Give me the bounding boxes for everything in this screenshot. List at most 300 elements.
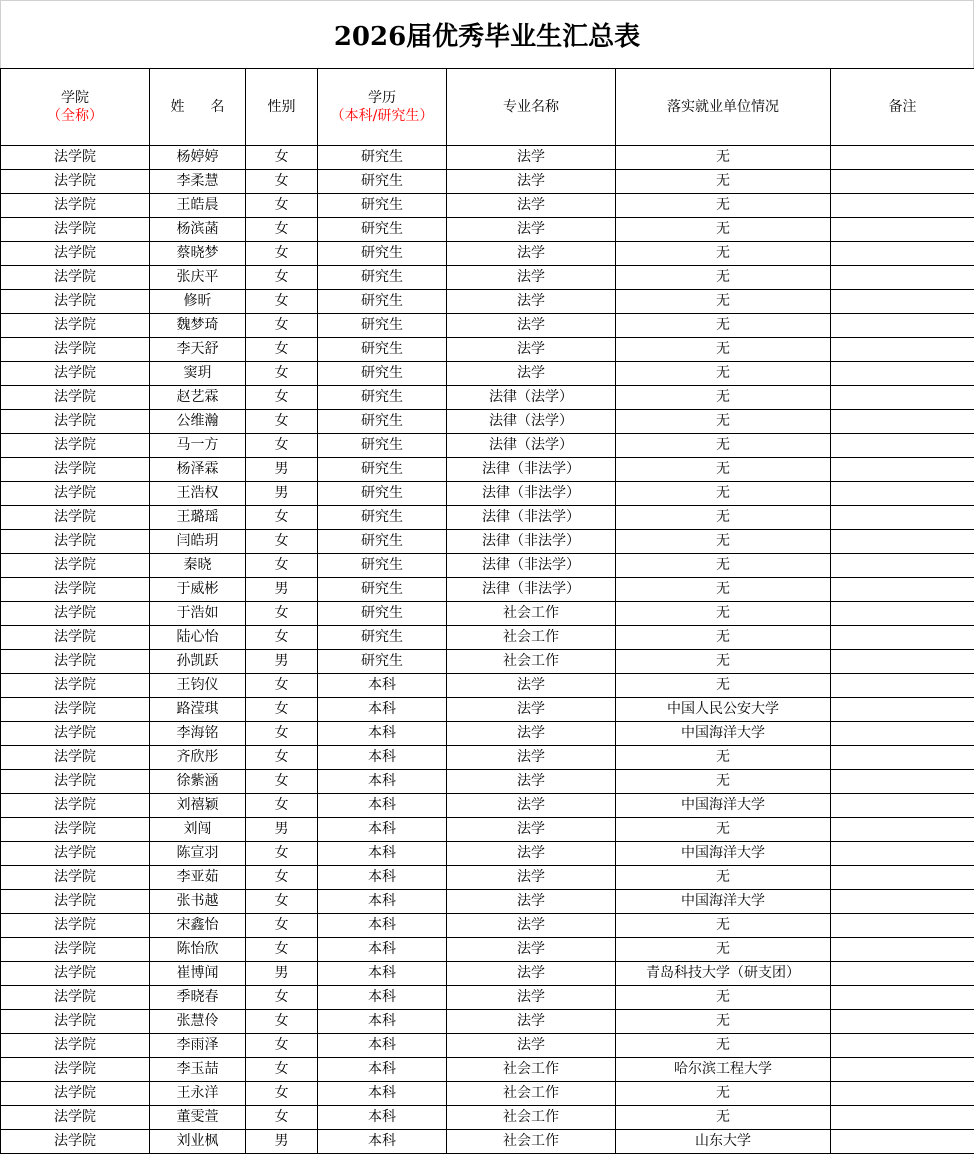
cell-remarks xyxy=(831,650,974,674)
cell-college: 法学院 xyxy=(1,194,150,218)
cell-major: 法学 xyxy=(447,218,616,242)
cell-gender: 男 xyxy=(246,818,318,842)
table-row xyxy=(1,674,974,698)
cell-gender: 女 xyxy=(246,554,318,578)
header-major xyxy=(447,69,616,146)
cell-remarks xyxy=(831,290,974,314)
cell-employment: 中国人民公安大学 xyxy=(616,698,831,722)
cell-gender: 女 xyxy=(246,242,318,266)
cell-remarks xyxy=(831,482,974,506)
cell-college: 法学院 xyxy=(1,1130,150,1154)
cell-employment: 无 xyxy=(616,266,831,290)
cell-major: 法学 xyxy=(447,290,616,314)
cell-employment: 无 xyxy=(616,194,831,218)
cell-college: 法学院 xyxy=(1,578,150,602)
cell-name: 董雯萱 xyxy=(150,1106,246,1130)
cell-education: 研究生 xyxy=(318,458,447,482)
cell-name: 刘业枫 xyxy=(150,1130,246,1154)
header-education-label: 学历 xyxy=(368,90,396,106)
table-row xyxy=(1,386,974,410)
cell-remarks xyxy=(831,746,974,770)
cell-remarks xyxy=(831,410,974,434)
cell-name: 刘闯 xyxy=(150,818,246,842)
cell-employment: 无 xyxy=(616,410,831,434)
table-row xyxy=(1,866,974,890)
cell-college: 法学院 xyxy=(1,866,150,890)
cell-college: 法学院 xyxy=(1,362,150,386)
cell-name: 路滢琪 xyxy=(150,698,246,722)
cell-employment: 无 xyxy=(616,866,831,890)
cell-employment: 无 xyxy=(616,386,831,410)
cell-name: 李天舒 xyxy=(150,338,246,362)
cell-education: 本科 xyxy=(318,794,447,818)
cell-college: 法学院 xyxy=(1,746,150,770)
table-row xyxy=(1,1010,974,1034)
cell-name: 王永洋 xyxy=(150,1082,246,1106)
cell-college: 法学院 xyxy=(1,626,150,650)
cell-remarks xyxy=(831,1082,974,1106)
cell-gender: 女 xyxy=(246,722,318,746)
cell-education: 研究生 xyxy=(318,554,447,578)
cell-gender: 男 xyxy=(246,962,318,986)
cell-employment: 哈尔滨工程大学 xyxy=(616,1058,831,1082)
table-row xyxy=(1,842,974,866)
table-row xyxy=(1,242,974,266)
cell-major: 法学 xyxy=(447,266,616,290)
cell-name: 崔博闻 xyxy=(150,962,246,986)
cell-gender: 女 xyxy=(246,194,318,218)
cell-name: 杨婷婷 xyxy=(150,146,246,170)
cell-gender: 女 xyxy=(246,1082,318,1106)
cell-name: 宋鑫怡 xyxy=(150,914,246,938)
cell-employment: 无 xyxy=(616,554,831,578)
cell-name: 李玉喆 xyxy=(150,1058,246,1082)
table-row xyxy=(1,482,974,506)
cell-education: 本科 xyxy=(318,842,447,866)
table-row xyxy=(1,986,974,1010)
cell-employment: 无 xyxy=(616,458,831,482)
cell-remarks xyxy=(831,266,974,290)
cell-gender: 女 xyxy=(246,746,318,770)
cell-remarks xyxy=(831,794,974,818)
table-row xyxy=(1,1034,974,1058)
cell-college: 法学院 xyxy=(1,842,150,866)
table-row xyxy=(1,818,974,842)
cell-name: 修昕 xyxy=(150,290,246,314)
cell-education: 本科 xyxy=(318,1130,447,1154)
cell-college: 法学院 xyxy=(1,434,150,458)
cell-major: 法学 xyxy=(447,722,616,746)
header-remarks-label: 备注 xyxy=(888,99,917,115)
cell-major: 社会工作 xyxy=(447,1106,616,1130)
cell-gender: 女 xyxy=(246,794,318,818)
cell-education: 本科 xyxy=(318,890,447,914)
cell-name: 王璐瑶 xyxy=(150,506,246,530)
cell-name: 齐欣彤 xyxy=(150,746,246,770)
cell-education: 研究生 xyxy=(318,530,447,554)
cell-gender: 男 xyxy=(246,1130,318,1154)
cell-employment: 无 xyxy=(616,338,831,362)
cell-employment: 无 xyxy=(616,1010,831,1034)
header-employment xyxy=(616,69,831,146)
header-employment-label: 落实就业单位情况 xyxy=(667,99,779,115)
cell-employment: 中国海洋大学 xyxy=(616,890,831,914)
cell-major: 法律（非法学） xyxy=(447,554,616,578)
cell-gender: 女 xyxy=(246,530,318,554)
cell-remarks xyxy=(831,386,974,410)
cell-college: 法学院 xyxy=(1,266,150,290)
cell-name: 张书越 xyxy=(150,890,246,914)
cell-major: 法律（非法学） xyxy=(447,578,616,602)
cell-name: 陈宣羽 xyxy=(150,842,246,866)
cell-college: 法学院 xyxy=(1,938,150,962)
cell-gender: 女 xyxy=(246,626,318,650)
cell-major: 法律（法学） xyxy=(447,434,616,458)
cell-remarks xyxy=(831,770,974,794)
header-gender xyxy=(246,69,318,146)
cell-gender: 女 xyxy=(246,1106,318,1130)
cell-college: 法学院 xyxy=(1,482,150,506)
header-education xyxy=(318,69,447,146)
cell-college: 法学院 xyxy=(1,650,150,674)
cell-education: 本科 xyxy=(318,1106,447,1130)
cell-remarks xyxy=(831,314,974,338)
header-row xyxy=(1,69,974,146)
table-row xyxy=(1,890,974,914)
cell-major: 法学 xyxy=(447,842,616,866)
table-row xyxy=(1,194,974,218)
cell-education: 研究生 xyxy=(318,578,447,602)
cell-gender: 女 xyxy=(246,506,318,530)
cell-college: 法学院 xyxy=(1,338,150,362)
cell-college: 法学院 xyxy=(1,698,150,722)
cell-gender: 女 xyxy=(246,602,318,626)
cell-remarks xyxy=(831,362,974,386)
cell-gender: 男 xyxy=(246,458,318,482)
cell-name: 徐紫涵 xyxy=(150,770,246,794)
cell-employment: 无 xyxy=(616,914,831,938)
cell-major: 法律（法学） xyxy=(447,386,616,410)
cell-major: 法学 xyxy=(447,698,616,722)
table-row xyxy=(1,794,974,818)
cell-gender: 女 xyxy=(246,362,318,386)
cell-name: 于威彬 xyxy=(150,578,246,602)
cell-remarks xyxy=(831,890,974,914)
cell-gender: 女 xyxy=(246,410,318,434)
header-college-note: （全称） xyxy=(47,108,103,124)
cell-education: 研究生 xyxy=(318,170,447,194)
cell-major: 法律（非法学） xyxy=(447,506,616,530)
cell-remarks xyxy=(831,194,974,218)
cell-name: 魏梦琦 xyxy=(150,314,246,338)
table-row xyxy=(1,1106,974,1130)
cell-education: 研究生 xyxy=(318,650,447,674)
page-title: 2026届优秀毕业生汇总表 xyxy=(333,22,641,52)
cell-gender: 女 xyxy=(246,1058,318,1082)
cell-remarks xyxy=(831,842,974,866)
cell-major: 法学 xyxy=(447,746,616,770)
cell-remarks xyxy=(831,506,974,530)
cell-name: 马一方 xyxy=(150,434,246,458)
cell-gender: 女 xyxy=(246,674,318,698)
cell-name: 王浩权 xyxy=(150,482,246,506)
cell-employment: 无 xyxy=(616,242,831,266)
cell-employment: 无 xyxy=(616,650,831,674)
cell-college: 法学院 xyxy=(1,770,150,794)
cell-college: 法学院 xyxy=(1,722,150,746)
cell-education: 研究生 xyxy=(318,146,447,170)
cell-gender: 女 xyxy=(246,938,318,962)
cell-remarks xyxy=(831,818,974,842)
table-body xyxy=(1,146,974,1154)
table-row xyxy=(1,650,974,674)
cell-remarks xyxy=(831,170,974,194)
cell-education: 本科 xyxy=(318,962,447,986)
cell-employment: 无 xyxy=(616,218,831,242)
cell-college: 法学院 xyxy=(1,1058,150,1082)
cell-major: 法学 xyxy=(447,770,616,794)
cell-name: 王皓晨 xyxy=(150,194,246,218)
cell-gender: 男 xyxy=(246,578,318,602)
cell-gender: 男 xyxy=(246,650,318,674)
cell-employment: 无 xyxy=(616,506,831,530)
table-row xyxy=(1,626,974,650)
cell-college: 法学院 xyxy=(1,506,150,530)
cell-major: 社会工作 xyxy=(447,650,616,674)
cell-remarks xyxy=(831,434,974,458)
cell-remarks xyxy=(831,578,974,602)
cell-employment: 无 xyxy=(616,314,831,338)
cell-education: 研究生 xyxy=(318,314,447,338)
cell-employment: 无 xyxy=(616,434,831,458)
cell-employment: 无 xyxy=(616,578,831,602)
cell-major: 法学 xyxy=(447,938,616,962)
cell-education: 研究生 xyxy=(318,410,447,434)
table-row xyxy=(1,1082,974,1106)
table-row xyxy=(1,530,974,554)
cell-college: 法学院 xyxy=(1,914,150,938)
table-row xyxy=(1,266,974,290)
cell-gender: 女 xyxy=(246,386,318,410)
cell-employment: 无 xyxy=(616,770,831,794)
cell-employment: 中国海洋大学 xyxy=(616,722,831,746)
cell-name: 陈怡欣 xyxy=(150,938,246,962)
cell-name: 赵艺霖 xyxy=(150,386,246,410)
cell-major: 法学 xyxy=(447,986,616,1010)
cell-college: 法学院 xyxy=(1,458,150,482)
cell-employment: 无 xyxy=(616,1106,831,1130)
cell-college: 法学院 xyxy=(1,1082,150,1106)
cell-education: 本科 xyxy=(318,722,447,746)
cell-education: 本科 xyxy=(318,698,447,722)
cell-education: 本科 xyxy=(318,986,447,1010)
cell-college: 法学院 xyxy=(1,1034,150,1058)
cell-education: 本科 xyxy=(318,938,447,962)
header-name xyxy=(150,69,246,146)
cell-college: 法学院 xyxy=(1,386,150,410)
cell-gender: 女 xyxy=(246,314,318,338)
table-row xyxy=(1,218,974,242)
cell-college: 法学院 xyxy=(1,1010,150,1034)
cell-gender: 女 xyxy=(246,1010,318,1034)
header-name-part1: 姓 xyxy=(170,99,185,115)
cell-major: 法律（非法学） xyxy=(447,482,616,506)
cell-employment: 无 xyxy=(616,530,831,554)
table-row xyxy=(1,290,974,314)
cell-major: 法学 xyxy=(447,794,616,818)
cell-education: 本科 xyxy=(318,818,447,842)
cell-major: 法学 xyxy=(447,818,616,842)
table-row xyxy=(1,1130,974,1154)
cell-employment: 无 xyxy=(616,818,831,842)
cell-gender: 女 xyxy=(246,770,318,794)
table-row xyxy=(1,410,974,434)
cell-employment: 无 xyxy=(616,1034,831,1058)
cell-employment: 无 xyxy=(616,146,831,170)
cell-education: 研究生 xyxy=(318,482,447,506)
cell-college: 法学院 xyxy=(1,554,150,578)
cell-name: 蔡晓梦 xyxy=(150,242,246,266)
cell-college: 法学院 xyxy=(1,794,150,818)
cell-college: 法学院 xyxy=(1,674,150,698)
cell-major: 社会工作 xyxy=(447,626,616,650)
cell-gender: 女 xyxy=(246,338,318,362)
cell-name: 季晓春 xyxy=(150,986,246,1010)
cell-college: 法学院 xyxy=(1,290,150,314)
cell-education: 研究生 xyxy=(318,338,447,362)
cell-education: 本科 xyxy=(318,746,447,770)
cell-college: 法学院 xyxy=(1,986,150,1010)
cell-remarks xyxy=(831,1034,974,1058)
cell-employment: 中国海洋大学 xyxy=(616,794,831,818)
cell-education: 本科 xyxy=(318,1010,447,1034)
cell-employment: 无 xyxy=(616,482,831,506)
table-row xyxy=(1,506,974,530)
table-row xyxy=(1,698,974,722)
cell-college: 法学院 xyxy=(1,170,150,194)
table-row xyxy=(1,338,974,362)
cell-education: 研究生 xyxy=(318,242,447,266)
cell-gender: 女 xyxy=(246,434,318,458)
cell-remarks xyxy=(831,242,974,266)
table-row xyxy=(1,1058,974,1082)
cell-education: 本科 xyxy=(318,1034,447,1058)
cell-major: 法学 xyxy=(447,890,616,914)
cell-remarks xyxy=(831,1130,974,1154)
cell-name: 窦玥 xyxy=(150,362,246,386)
cell-college: 法学院 xyxy=(1,962,150,986)
cell-major: 社会工作 xyxy=(447,1130,616,1154)
cell-name: 张庆平 xyxy=(150,266,246,290)
cell-name: 陆心怡 xyxy=(150,626,246,650)
cell-gender: 女 xyxy=(246,914,318,938)
cell-employment: 青岛科技大学（研支团） xyxy=(616,962,831,986)
cell-employment: 中国海洋大学 xyxy=(616,842,831,866)
cell-major: 法学 xyxy=(447,1034,616,1058)
cell-major: 法学 xyxy=(447,362,616,386)
table-row xyxy=(1,146,974,170)
cell-name: 于浩如 xyxy=(150,602,246,626)
cell-remarks xyxy=(831,1058,974,1082)
cell-name: 李亚茹 xyxy=(150,866,246,890)
cell-major: 法学 xyxy=(447,1010,616,1034)
cell-employment: 无 xyxy=(616,626,831,650)
cell-college: 法学院 xyxy=(1,146,150,170)
cell-education: 本科 xyxy=(318,1082,447,1106)
cell-education: 本科 xyxy=(318,770,447,794)
table-row xyxy=(1,434,974,458)
cell-major: 法学 xyxy=(447,314,616,338)
cell-education: 研究生 xyxy=(318,626,447,650)
cell-education: 本科 xyxy=(318,914,447,938)
cell-education: 研究生 xyxy=(318,434,447,458)
cell-gender: 女 xyxy=(246,146,318,170)
cell-gender: 女 xyxy=(246,890,318,914)
cell-major: 法学 xyxy=(447,338,616,362)
cell-education: 研究生 xyxy=(318,506,447,530)
cell-major: 社会工作 xyxy=(447,1082,616,1106)
cell-gender: 男 xyxy=(246,482,318,506)
cell-education: 研究生 xyxy=(318,194,447,218)
cell-major: 法学 xyxy=(447,146,616,170)
cell-remarks xyxy=(831,458,974,482)
cell-college: 法学院 xyxy=(1,602,150,626)
table-row xyxy=(1,458,974,482)
cell-remarks xyxy=(831,218,974,242)
cell-employment: 无 xyxy=(616,674,831,698)
cell-remarks xyxy=(831,146,974,170)
cell-major: 法律（非法学） xyxy=(447,458,616,482)
cell-name: 杨泽霖 xyxy=(150,458,246,482)
cell-employment: 无 xyxy=(616,986,831,1010)
table-row xyxy=(1,722,974,746)
cell-remarks xyxy=(831,914,974,938)
cell-remarks xyxy=(831,698,974,722)
cell-employment: 无 xyxy=(616,602,831,626)
cell-name: 公维瀚 xyxy=(150,410,246,434)
cell-employment: 山东大学 xyxy=(616,1130,831,1154)
table-row xyxy=(1,170,974,194)
cell-gender: 女 xyxy=(246,842,318,866)
cell-gender: 女 xyxy=(246,866,318,890)
cell-major: 法律（非法学） xyxy=(447,530,616,554)
cell-education: 本科 xyxy=(318,866,447,890)
cell-employment: 无 xyxy=(616,170,831,194)
cell-college: 法学院 xyxy=(1,890,150,914)
cell-gender: 女 xyxy=(246,698,318,722)
cell-name: 杨滨菡 xyxy=(150,218,246,242)
graduates-table xyxy=(0,68,974,1154)
cell-remarks xyxy=(831,530,974,554)
cell-remarks xyxy=(831,602,974,626)
cell-major: 法学 xyxy=(447,242,616,266)
cell-name: 张慧伶 xyxy=(150,1010,246,1034)
cell-gender: 女 xyxy=(246,986,318,1010)
cell-major: 法学 xyxy=(447,866,616,890)
cell-major: 法学 xyxy=(447,170,616,194)
cell-major: 法学 xyxy=(447,962,616,986)
cell-remarks xyxy=(831,626,974,650)
cell-remarks xyxy=(831,722,974,746)
cell-college: 法学院 xyxy=(1,410,150,434)
cell-education: 研究生 xyxy=(318,602,447,626)
cell-education: 本科 xyxy=(318,674,447,698)
cell-college: 法学院 xyxy=(1,530,150,554)
cell-name: 闫皓玥 xyxy=(150,530,246,554)
cell-name: 李海铭 xyxy=(150,722,246,746)
cell-remarks xyxy=(831,986,974,1010)
cell-remarks xyxy=(831,554,974,578)
